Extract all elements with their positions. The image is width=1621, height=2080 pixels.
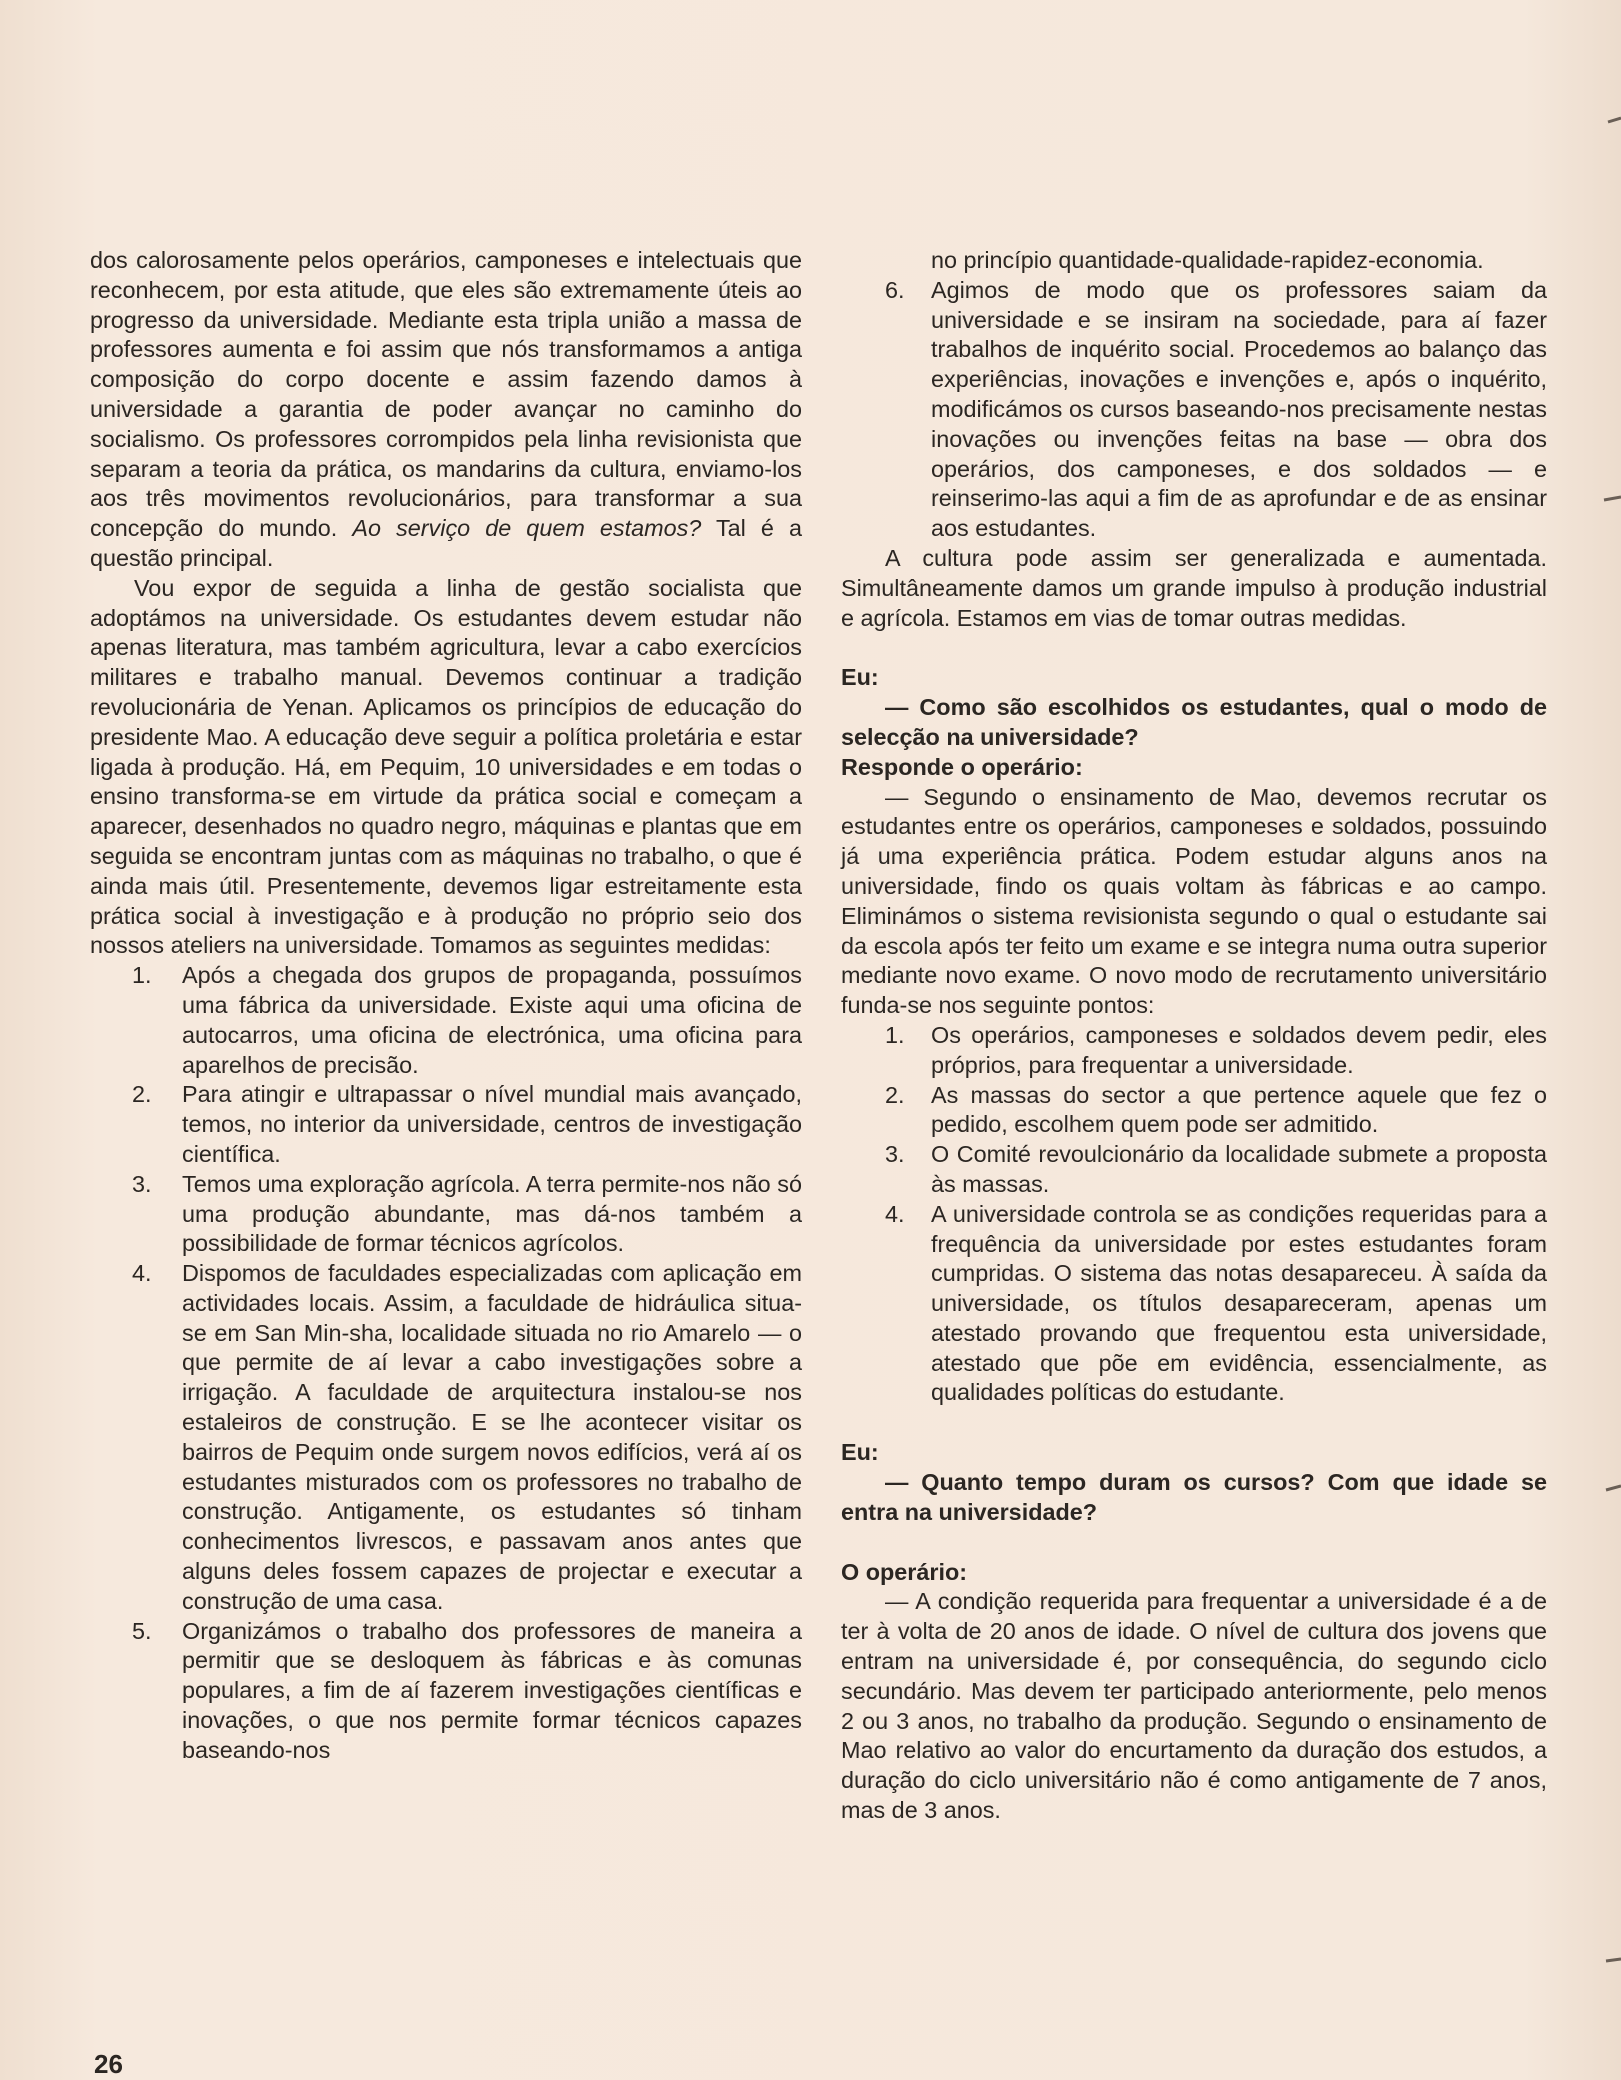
question-duration: — Quanto tempo duram os cursos? Com que idade se entra na universidade?: [841, 1469, 1547, 1525]
list-item: [90, 1617, 802, 1766]
speaker-worker: O operário:: [841, 1558, 968, 1585]
management-paragraph: Vou expor de seguida a linha de gestão socialista que adoptámos na universidade. Os estudantes devem estudar não apenas literatura, mas também agricultura, levar a cabo exercícios militares e trabalho manual. Devemos continuar a tradição revolucionária de Yenan. Aplicamos os princípios de educação do presidente Mao. A educação deve seguir a política proletária e estar ligada à produção. Há, em Pequim, 10 universidades e em todas o ensino transforma-se em virtude da prática social e começam a aparecer, desenhados no quadro negro, máquinas e plantas que em seguida se encontram juntas com as máquinas no trabalho, o que é ainda mais útil. Presentemente, devemos ligar estreitamente esta prática social à investigação e à produção no próprio seio dos nossos ateliers na universidade. Tomamos as seguintes medidas:: [90, 574, 802, 959]
list-item-continuation: [841, 246, 1547, 276]
key-question: Ao serviço de quem estamos?: [352, 515, 702, 542]
page-number: 26: [94, 2049, 123, 2079]
item-text: A universidade controla se as condições requeridas para a frequência da universidade por estes estudantes foram cumpridas. O sistema das notas desapareceu. À saída da universidade, os títulos desapareceram, apenas um atestado provando que frequentou esta universidade, atestado que põe em evidência, essencialmente, as qualidades políticas do estudante.: [931, 1200, 1547, 1406]
spacer: [841, 633, 1547, 663]
intro-text-end: Tal é a questão principal.: [90, 515, 803, 571]
culture-paragraph: A cultura pode assim ser generalizada e aumentada. Simultâneamente damos um grande impulso à produção industrial e agrícola. Estamos em vias de tomar outras medidas.: [841, 544, 1547, 631]
item-text: O Comité revoulcionário da localidade submete a proposta às massas.: [931, 1141, 1547, 1197]
item-number: 2.: [885, 1081, 905, 1108]
list-item: [841, 1140, 1547, 1200]
list-item: [841, 276, 1547, 544]
item-text: Para atingir e ultrapassar o nível mundial mais avançado, temos, no interior da universidade, centros de investigação científica.: [182, 1081, 802, 1167]
item-number: 5.: [132, 1617, 152, 1644]
item-number: 2.: [132, 1081, 152, 1108]
item-number: 3.: [132, 1170, 152, 1197]
speaker-eu: Eu:: [841, 1439, 879, 1466]
list-item: [90, 1080, 802, 1169]
list-item: [841, 1200, 1547, 1409]
item-text: no princípio quantidade-qualidade-rapidez-economia.: [931, 247, 1484, 273]
edge-mark: [1606, 1486, 1621, 1490]
right-column: [841, 246, 1547, 1826]
list-item: [90, 1259, 802, 1617]
speaker-worker: Responde o operário:: [841, 753, 1083, 780]
item-text: Temos uma exploração agrícola. A terra permite-nos não só uma produção abundante, mas dá-nos também a possibilidade de formar técnicos agrícolos.: [182, 1170, 802, 1257]
edge-mark: [1608, 118, 1621, 122]
list-item: [841, 1081, 1547, 1141]
list-item: [841, 1021, 1547, 1081]
item-text: As massas do sector a que pertence aquele que fez o pedido, escolhem quem pode ser admitido.: [931, 1081, 1547, 1138]
item-number: 4.: [885, 1200, 905, 1227]
item-text: Agimos de modo que os professores saiam da universidade e se insiram na sociedade, para aí fazer trabalhos de inquérito social. Procedemos ao balanço das experiências, inovações e invenções e, após o inquérito, modificámos os cursos baseando-nos precisamente nestas inovações ou invenções feitas na base — obra dos operários, dos camponeses, e dos soldados — e reinserimo-las aqui a fim de as aprofundar e de as ensinar aos estudantes.: [931, 276, 1547, 542]
speaker-eu: Eu:: [841, 664, 879, 691]
item-number: 6.: [885, 276, 905, 303]
list-item: [90, 1170, 802, 1259]
recruitment-points-list: [841, 1021, 1547, 1408]
list-item: [90, 961, 802, 1080]
item-number: 4.: [132, 1260, 152, 1287]
spacer: [841, 1408, 1547, 1438]
item-text: Após a chegada dos grupos de propaganda, possuímos uma fábrica da universidade. Existe aqui uma oficina de autocarros, uma oficina de electrónica, uma oficina para aparelhos de precisão.: [182, 962, 802, 1078]
item-number: 3.: [885, 1141, 905, 1168]
item-number: 1.: [132, 962, 152, 989]
question-selection: — Como são escolhidos os estudantes, qual o modo de selecção na universidade?: [841, 694, 1547, 750]
edge-mark: [1606, 1959, 1621, 1961]
item-number: 1.: [885, 1021, 905, 1048]
left-column: [90, 246, 802, 1766]
item-text: Organizámos o trabalho dos professores de maneira a permitir que se desloquem às fábricas e às comunas populares, a fim de aí fazerem investigações científicas e inovações, o que nos permite formar técnicos capazes baseando-nos: [182, 1617, 802, 1763]
measures-list-continued: [841, 246, 1547, 544]
edge-mark: [1604, 497, 1621, 500]
spacer: [841, 1528, 1547, 1558]
answer-duration: — A condição requerida para frequentar a universidade é a de ter à volta de 20 anos de idade. O nível de cultura dos jovens que entram na universidade é, por consequência, do segundo ciclo secundário. Mas devem ter participado anteriormente, pelo menos 2 ou 3 anos, no trabalho da produção. Segundo o ensinamento de Mao relativo ao valor do encurtamento da duração dos estudos, a duração do ciclo universitário não é como antigamente de 7 anos, mas de 3 anos.: [841, 1588, 1547, 1824]
measures-list: [90, 961, 802, 1766]
item-text: Dispomos de faculdades especializadas com aplicação em actividades locais. Assim, a faculdade de hidráulica situa-se em San Min-sha, localidade situada no rio Amarelo — o que permite de aí levar a cabo investigações sobre a irrigação. A faculdade de arquitectura instalou-se nos estaleiros de construção. E se lhe acontecer visitar os bairros de Pequim onde surgem novos edifícios, verá aí os estudantes misturados com os professores no trabalho de construção. Antigamente, os estudantes só tinham conhecimentos livrescos, e passavam anos antes que alguns deles fossem capazes de projectar e executar a construção de uma casa.: [182, 1260, 802, 1614]
answer-selection: — Segundo o ensinamento de Mao, devemos recrutar os estudantes entre os operários, camponeses e soldados, possuindo já uma experiência prática. Podem estudar alguns anos na universidade, findo os quais voltam às fábricas e ao campo. Eliminámos o sistema revisionista segundo o qual o estudante sai da escola após ter feito um exame e se integra numa outra superior mediante novo exame. O novo modo de recrutamento universitário funda-se nos seguinte pontos:: [841, 783, 1547, 1019]
item-text: Os operários, camponeses e soldados devem pedir, eles próprios, para frequentar a universidade.: [931, 1021, 1547, 1078]
intro-text: dos calorosamente pelos operários, camponeses e intelectuais que reconhecem, por esta atitude, que eles são extremamente úteis ao progresso da universidade. Mediante esta tripla união a massa de professores aumenta e foi assim que nós transformamos a antiga composição do corpo docente e assim fazendo damos à universidade a garantia de poder avançar no caminho do socialismo. Os professores corrompidos pela linha revisionista que separam a teoria da prática, os mandarins da cultura, enviamo-los aos três movimentos revolucionários, para transformar a sua concepção do mundo.: [90, 247, 802, 542]
intro-paragraph: [90, 246, 802, 574]
